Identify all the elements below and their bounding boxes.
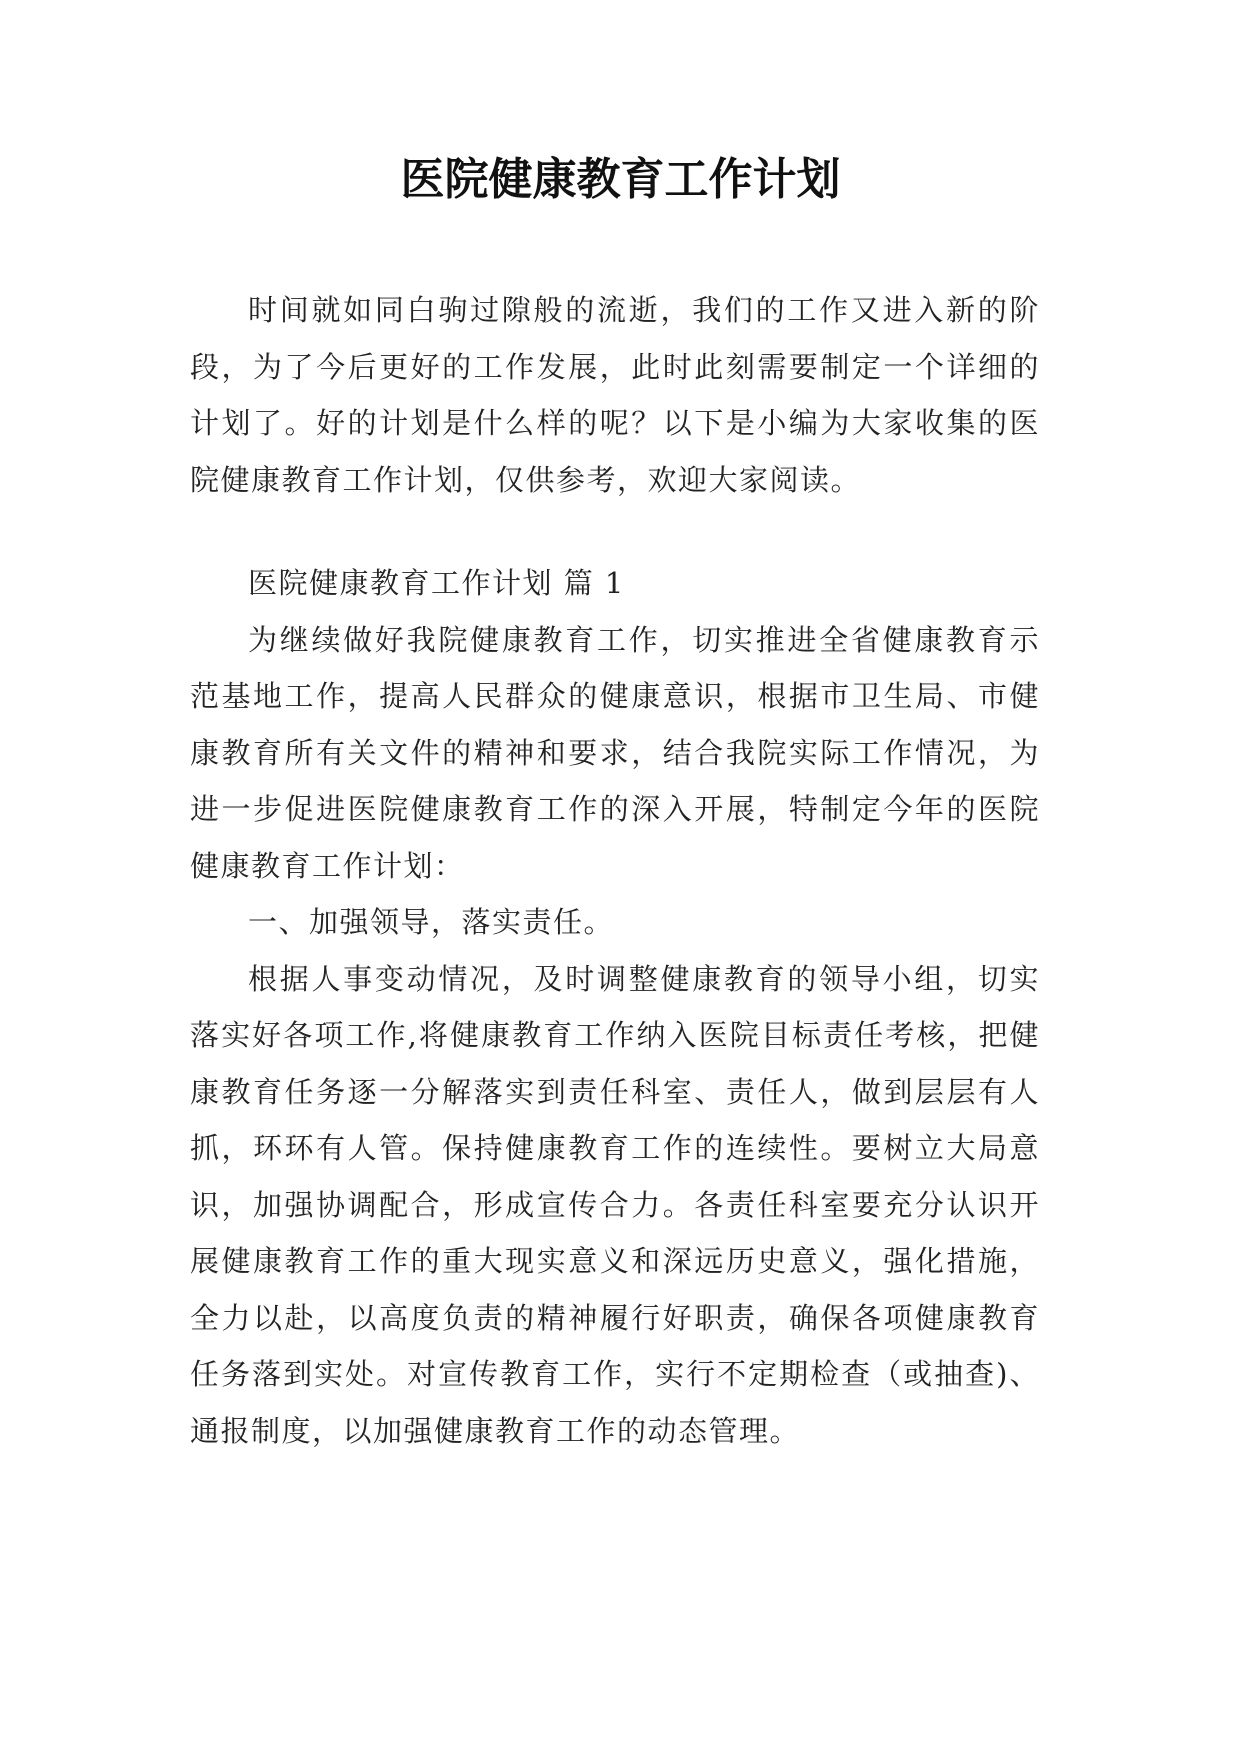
intro-paragraph: 时间就如同白驹过隙般的流逝，我们的工作又进入新的阶段，为了今后更好的工作发展，此时此刻需要制定一个详细的计划了。好的计划是什么样的呢？以下是小编为大家收集的医院健康教育工作计划，仅供参考，欢迎大家阅读。 [190,293,1040,497]
body-paragraph: 为继续做好我院健康教育工作，切实推进全省健康教育示范基地工作，提高人民群众的健康意识，根据市卫生局、市健康教育所有关文件的精神和要求，结合我院实际工作情况，为进一步促进医院健康教育工作的深入开展，特制定今年的医院健康教育工作计划： [190,622,1040,883]
document-body [190,282,1040,1459]
subsection-heading: 一、加强领导，落实责任。 [248,905,615,939]
document-title: 医院健康教育工作计划 [400,154,841,205]
section-heading: 医院健康教育工作计划 篇 1 [248,566,625,600]
body-paragraph: 根据人事变动情况，及时调整健康教育的领导小组，切实落实好各项工作,将健康教育工作纳入医院目标责任考核，把健康教育任务逐一分解落实到责任科室、责任人，做到层层有人抓，环环有人管。保持健康教育工作的连续性。要树立大局意识，加强协调配合，形成宣传合力。各责任科室要充分认识开展健康教育工作的重大现实意义和深远历史意义，强化措施，全力以赴，以高度负责的精神履行好职责，确保各项健康教育任务落到实处。对宣传教育工作，实行不定期检查（或抽查)、通报制度，以加强健康教育工作的动态管理。 [190,961,1040,1448]
